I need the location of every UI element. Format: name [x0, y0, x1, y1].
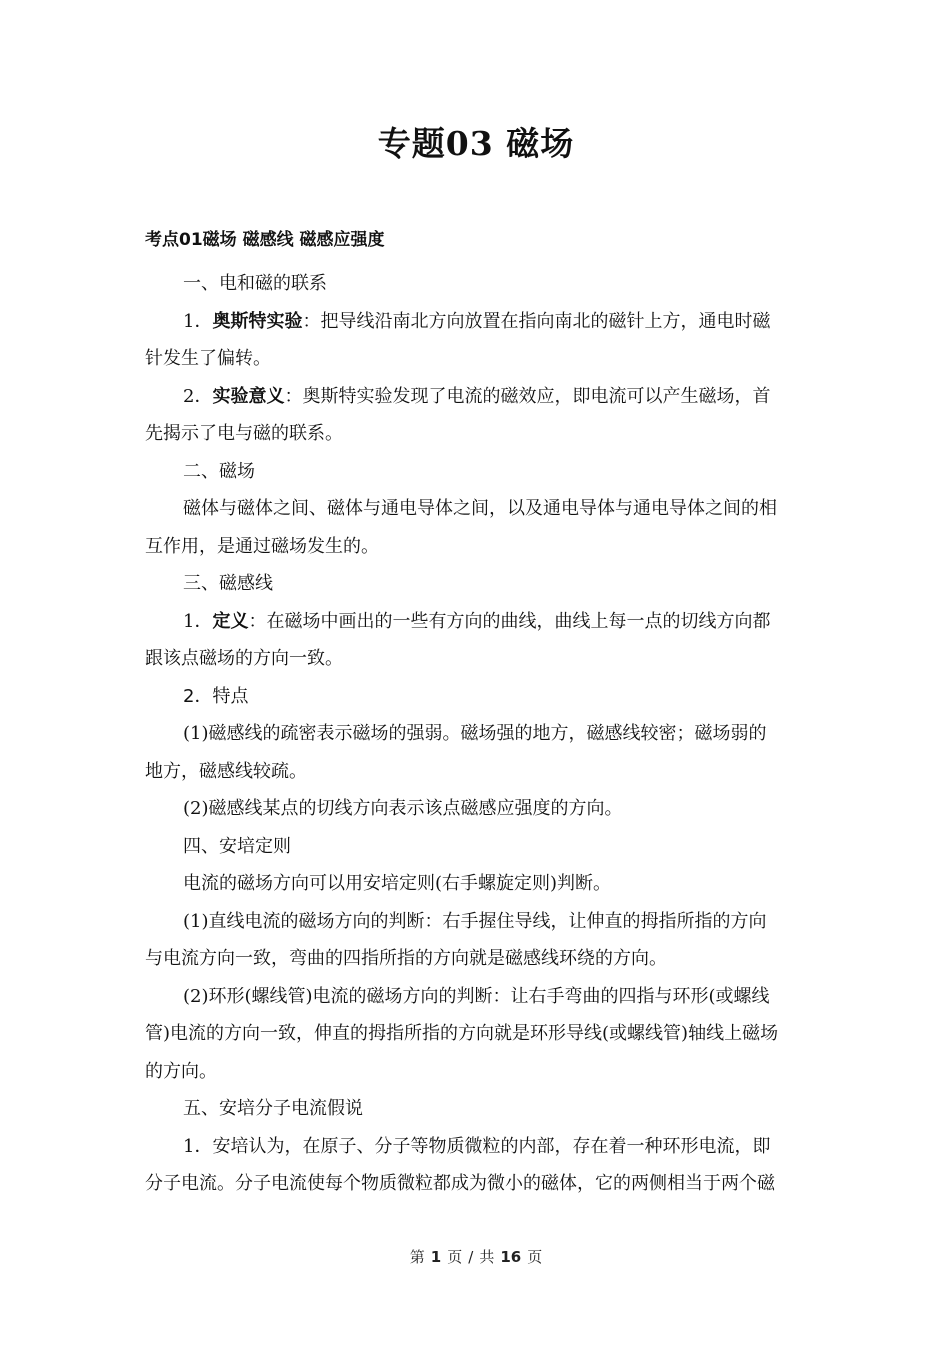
section-heading-4: 四、安培定则	[183, 836, 291, 857]
paragraph-1-line-2: 针发生了偏转。	[145, 348, 271, 369]
paragraph-2-line-2: 先揭示了电与磁的联系。	[145, 423, 343, 444]
term-experiment-significance: 实验意义	[212, 386, 285, 407]
section-heading-3: 三、磁感线	[183, 573, 273, 594]
section-heading-5: 五、安培分子电流假说	[183, 1098, 363, 1119]
term-oersted-experiment: 奥斯特实验	[212, 311, 303, 332]
kaodian-heading: 考点01磁场 磁感线 磁感应强度	[145, 230, 385, 250]
paragraph-text: ：在磁场中画出的一些有方向的曲线，曲线上每一点的切线方向都	[248, 611, 771, 632]
footer-separator: /	[468, 1248, 474, 1266]
term-definition: 定义	[212, 611, 249, 632]
ampere-rule-2-line-2: 管)电流的方向一致，伸直的拇指所指的方向就是环形导线(或螺线管)轴线上磁场	[145, 1023, 779, 1044]
definition-line-2: 跟该点磁场的方向一致。	[145, 648, 343, 669]
magnetic-field-line-1: 磁体与磁体之间、磁体与通电导体之间，以及通电导体与通电导体之间的相	[183, 498, 777, 519]
section-heading-1: 一、电和磁的联系	[183, 273, 327, 294]
feature-2-line-1: (2)磁感线某点的切线方向表示该点磁感应强度的方向。	[183, 798, 623, 819]
item-number: 2．	[183, 386, 213, 407]
ampere-intro: 电流的磁场方向可以用安培定则(右手螺旋定则)判断。	[183, 873, 612, 894]
item-number: 1．	[183, 611, 213, 632]
paragraph-text: ：奥斯特实验发现了电流的磁效应，即电流可以产生磁场，首	[284, 386, 771, 407]
section-heading-2: 二、磁场	[183, 461, 255, 482]
footer-word-gong: 共	[479, 1248, 495, 1266]
feature-1-line-1: (1)磁感线的疏密表示磁场的强弱。磁场强的地方，磁感线较密；磁场弱的	[183, 723, 767, 744]
features-heading: 2．特点	[183, 686, 249, 707]
definition-line-1	[183, 610, 770, 634]
footer-word-ye: 页	[447, 1248, 463, 1266]
total-pages: 16	[500, 1248, 522, 1266]
magnetic-field-line-2: 互作用，是通过磁场发生的。	[145, 536, 379, 557]
ampere-rule-2-line-3: 的方向。	[145, 1061, 217, 1082]
footer-word-di: 第	[409, 1248, 425, 1266]
molecular-current-line-2: 分子电流。分子电流使每个物质微粒都成为微小的磁体，它的两侧相当于两个磁	[145, 1173, 775, 1194]
feature-1-line-2: 地方，磁感线较疏。	[145, 761, 307, 782]
page-number: 1	[430, 1248, 442, 1266]
footer-word-ye-2: 页	[527, 1248, 543, 1266]
molecular-current-line-1: 1．安培认为，在原子、分子等物质微粒的内部，存在着一种环形电流，即	[183, 1136, 771, 1157]
ampere-rule-1-line-2: 与电流方向一致，弯曲的四指所指的方向就是磁感线环绕的方向。	[145, 948, 667, 969]
paragraph-1-line-1	[183, 310, 770, 334]
page-title: 专题03 磁场	[377, 124, 575, 163]
ampere-rule-1-line-1: (1)直线电流的磁场方向的判断：右手握住导线，让伸直的拇指所指的方向	[183, 911, 767, 932]
paragraph-2-line-1	[183, 385, 770, 409]
paragraph-text: ：把导线沿南北方向放置在指向南北的磁针上方，通电时磁	[302, 311, 771, 332]
ampere-rule-2-line-1: (2)环形(螺线管)电流的磁场方向的判断：让右手弯曲的四指与环形(或螺线	[183, 986, 770, 1007]
item-number: 1．	[183, 311, 213, 332]
page-footer	[0, 1246, 952, 1267]
